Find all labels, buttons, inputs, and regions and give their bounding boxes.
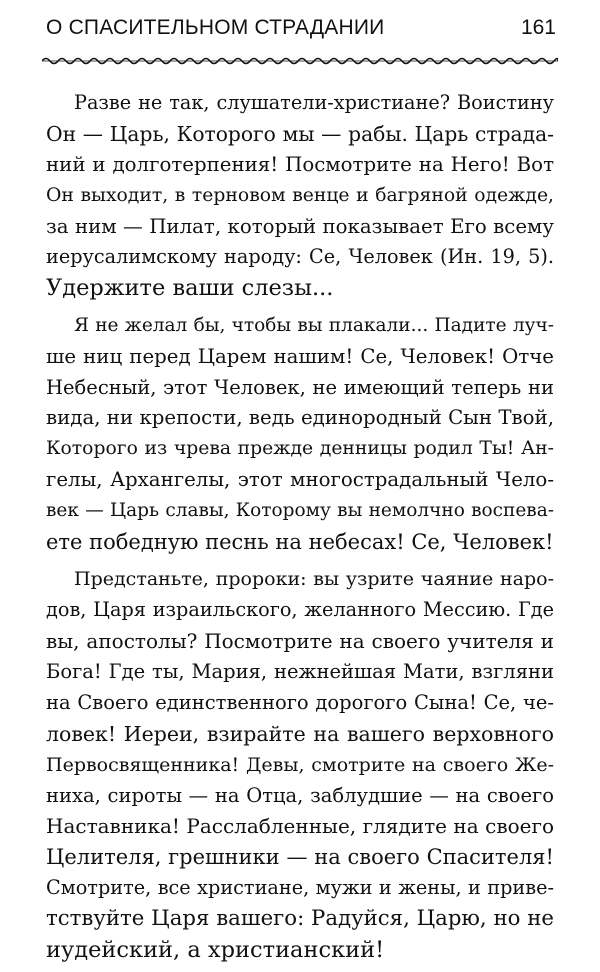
text-line: ний и долготерпения! Посмотрите на Него! Вот: [46, 152, 554, 176]
paragraph-1: [46, 88, 554, 304]
text-line: Я не желал бы, чтобы вы плакали... Падите луч-: [74, 314, 554, 336]
text-line: Наставника! Расслабленные, глядите на своего: [46, 814, 554, 839]
text-line: ниха, сироты — на Отца, заблудшие — на своего: [46, 783, 554, 807]
running-title: О СПАСИТЕЛЬНОМ СТРАДАНИИ: [46, 16, 385, 39]
page-header: [46, 16, 556, 46]
text-line: за ним — Пилат, который показывает Его всему: [46, 214, 554, 238]
text-line: тствуйте Царя вашего: Радуйся, Царю, но не: [46, 906, 554, 932]
text-line: Смотрите, все христиане, мужи и жены, и приве-: [46, 876, 554, 900]
text-line: Бога! Где ты, Мария, нежнейшая Мати, взгляни: [46, 660, 554, 684]
paragraph-3: [46, 564, 554, 966]
text-line: Предстаньте, пророки: вы узрите чаяние наро-: [74, 568, 554, 591]
text-line: ловек! Иереи, взирайте на вашего верховного: [46, 721, 554, 746]
paragraph-2: [46, 311, 554, 558]
text-line: вида, ни крепости, ведь единородный Сын Твой,: [46, 406, 554, 430]
text-line: Он — Царь, Которого мы — рабы. Царь страда-: [46, 121, 554, 146]
text-line: ете победную песнь на небесах! Се, Человек!: [46, 529, 554, 554]
text-line: вы, апостолы? Посмотрите на своего учителя и: [46, 629, 554, 654]
header-ornamental-rule: [42, 56, 558, 66]
page-number: 161: [520, 16, 556, 39]
text-line: гелы, Архангелы, этот многострадальный Чело-: [46, 468, 554, 492]
body-text: [46, 88, 554, 972]
text-line: дов, Царя израильского, желанного Мессию. Где: [46, 598, 554, 622]
text-line: Целителя, грешники — на своего Спасителя!: [46, 845, 554, 870]
text-line: Он выходит, в терновом венце и багряной одежде,: [46, 184, 554, 206]
text-line: на Своего единственного дорогого Сына! Се, че-: [46, 690, 554, 714]
text-line: век — Царь славы, Которому вы немолчно воспева-: [46, 500, 554, 522]
text-line: Удержите ваши слезы...: [46, 275, 334, 302]
text-line: иудейский, а христианский!: [46, 937, 385, 964]
text-line: ше ниц перед Царем нашим! Се, Человек! Отче: [46, 344, 554, 368]
text-line: Небесный, этот Человек, не имеющий теперь ни: [46, 375, 554, 399]
text-line: Разве не так, слушатели-христиане? Воистину: [74, 91, 554, 114]
text-line: Которого из чрева прежде денницы родил Ты! Ан-: [46, 438, 554, 460]
text-line: иерусалимскому народу: Се, Человек (Ин. 19, 5).: [46, 245, 554, 269]
text-line: Первосвященника! Девы, смотрите на своего Же-: [46, 753, 554, 776]
